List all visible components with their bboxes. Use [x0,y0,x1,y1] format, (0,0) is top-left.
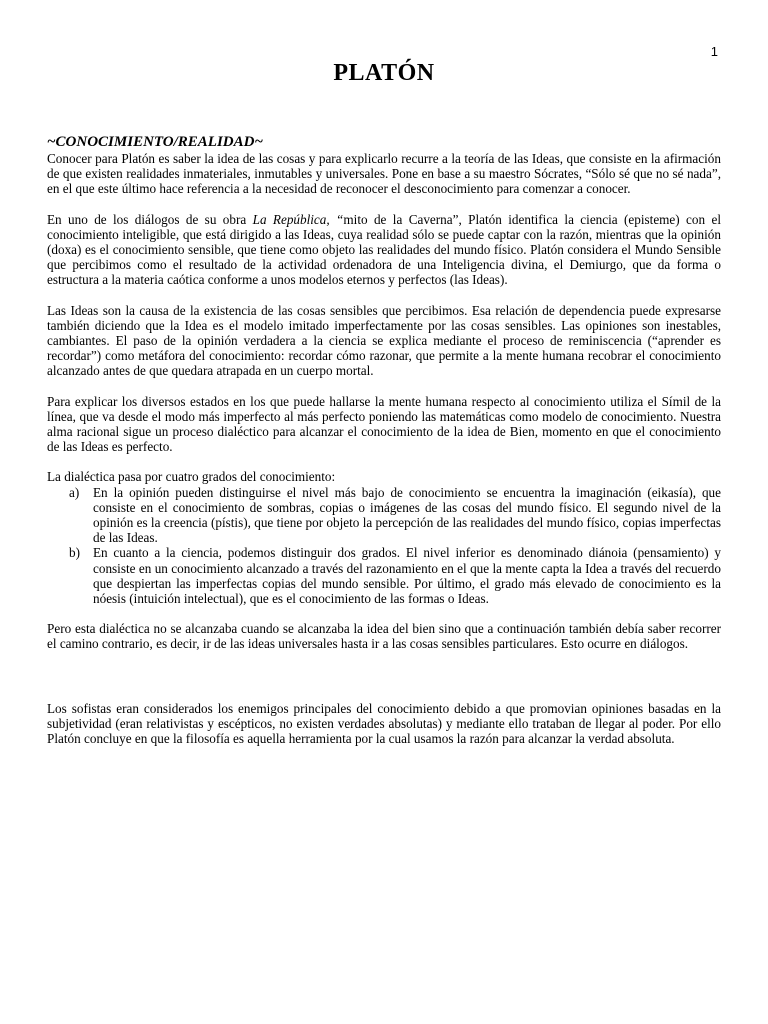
paragraph-sophists: Los sofistas eran considerados los enemigos principales del conocimiento debido a que promovian opiniones basadas en la subjetividad (eran relativistas y escépticos, no existen verdades absolutas) y mediante ello trataban de llegar al poder. Por ello Platón concluye en que la filosofía es aquella herramienta por la cual usamos la razón para alcanzar la verdad absoluta. [47,700,721,747]
paragraph-line-simile: Para explicar los diversos estados en los que puede hallarse la mente humana respecto al conocimiento utiliza el Símil de la línea, que va desde el modo más imperfecto al más perfecto poniendo las matemáticas como modelo de conocimiento. Nuestra alma racional sigue un proceso dialéctico para alcanzar el conocimiento de la idea de Bien, momento en que el conocimiento de las Ideas es perfecto. [47,393,721,455]
spacer [47,667,721,701]
list-marker: b) [69,545,80,561]
paragraph-dialectic-return: Pero esta dialéctica no se alcanzaba cuando se alcanzaba la idea del bien sino que a continuación también debía saber recorrer el camino contrario, es decir, ir de las ideas universales hasta ir a las cosas sensibles particulares. Esto ocurre en diálogos. [47,621,721,652]
list-item [47,545,721,606]
list-item [47,485,721,546]
page-number: 1 [710,44,718,59]
work-title: La República, “ [252,211,344,227]
paragraph-knowledge-definition: Conocer para Platón es saber la idea de las cosas y para explicarlo recurre a la teoría de las Ideas, que consiste en la afirmación de que existen realidades inmateriales, inmutables y universales. Pone en base a su maestro Sócrates, “Sólo sé que no sé nada”, en el que este último hace referencia a la necesidad de reconocer el desconocimiento para comenzar a conocer. [47,151,721,197]
paragraph-cave-myth-start: En uno de los diálogos de su obra [47,211,253,227]
paragraph-ideas-cause: Las Ideas son la causa de la existencia de las cosas sensibles que percibimos. Esa relación de dependencia puede expresarse también diciendo que la Idea es el modelo imitado imperfectamente por las cosas sensibles. Las opiniones son inestables, cambiantes. El paso de la opinión verdadera a la ciencia se explica mediante el proceso de reminiscencia (“aprender es recordar”) como metáfora del conocimiento: recordar cómo razonar, que permite a la mente humana recobrar el conocimiento alcanzado antes de que quedara atrapada en un cuerpo mortal. [47,302,721,379]
list-item-text: En la opinión pueden distinguirse el nivel más bajo de conocimiento se encuentra la imaginación (eikasía), que consiste en el conocimiento de sombras, copias o imágenes de las cosas del mundo físico. El segundo nivel de la opinión es la creencia (pístis), que tiene por objeto la percepción de las realidades del mundo físico, copias imperfectas de las Ideas. [93,484,721,546]
list-marker: a) [69,484,80,500]
document-body [47,134,721,761]
page-title: PLATÓN [333,60,435,86]
list-item-text: En cuanto a la ciencia, podemos distinguir dos grados. El nivel inferior es denominado diánoia (pensamiento) y consiste en un conocimiento alcanzado a través del razonamiento en el que la mente capta la Idea a través del recuerdo que despiertan las imperfectas copias del mundo sensible. Por último, el grado más elevado de conocimiento es la nóesis (intuición intelectual), que es el conocimiento de las formas o Ideas. [93,545,721,607]
paragraph-cave-myth-rest: mito de la Caverna”, Platón identifica la ciencia (episteme) con el conocimiento inteligible, que está dirigido a las Ideas, cuya realidad sólo se puede captar con la razón, mientras que la opinión (doxa) es el conocimiento sensible, que tiene como objeto las realidades del mundo físico. Platón considera el Mundo Sensible que percibimos como el resultado de la actividad ordenadora de una Inteligencia divina, el Demiurgo, que da forma o estructura a la materia caótica conforme a unos modelos eternos y perfectos (las Ideas). [47,211,722,288]
grades-list [47,485,721,607]
paragraph-cave-myth [47,212,721,288]
section-heading: ~CONOCIMIENTO/REALIDAD~ [47,134,264,150]
paragraph-dialectic-intro: La dialéctica pasa por cuatro grados del conocimiento: [47,469,336,485]
